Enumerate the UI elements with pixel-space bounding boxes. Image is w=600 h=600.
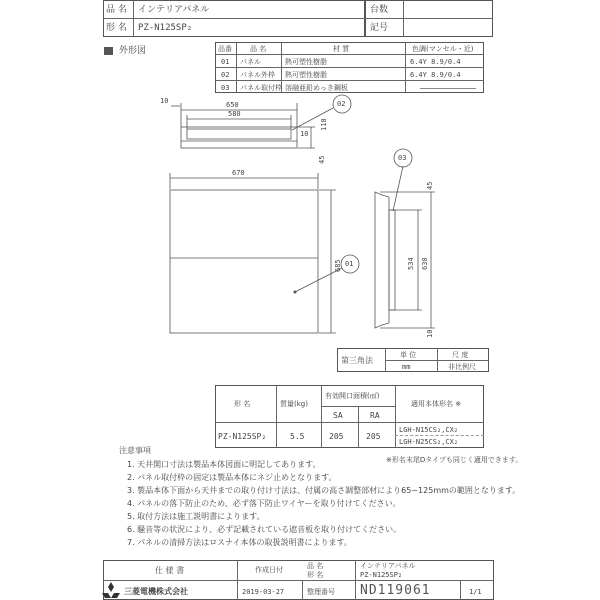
footer-model-label: 形 名 [307, 571, 324, 579]
parts-row-no: 03 [221, 84, 230, 92]
dim-side-534: 534 [407, 257, 415, 270]
footer-model-value: PZ-N125SP₂ [360, 571, 403, 579]
footer-name-label: 品 名 [307, 562, 324, 570]
dim-side-45: 45 [426, 181, 434, 190]
parts-header-material: 材 質 [333, 45, 350, 53]
note-item: 5. 取付方法は施工説明書によります。 [127, 512, 265, 521]
parts-row-material: 熱可塑性樹脂 [285, 58, 327, 66]
footer-company: 三菱電機株式会社 [124, 587, 188, 596]
parts-row-no: 02 [221, 71, 230, 79]
header-model-label: 形 名 [106, 23, 127, 33]
notes-title: 注意事項 [119, 446, 151, 455]
footer-page: 1/1 [469, 588, 482, 596]
note-item: 1. 天井開口寸法は製品本体図面に明記してあります。 [127, 460, 321, 469]
callout-01: 01 [345, 260, 354, 268]
header-model-value: PZ-N125SP₂ [138, 23, 193, 33]
dim-top-10-right: 10 [300, 130, 309, 138]
header-sign-label: 記号 [370, 23, 389, 33]
callout-02: 02 [337, 100, 346, 108]
scale-value: 非比例尺 [448, 363, 476, 371]
note-item: 4. パネルの落下防止のため、必ず落下防止ワイヤーを取り付けてください。 [127, 499, 401, 508]
parts-header-no: 品番 [218, 45, 232, 53]
note-item: 6. 騒音等の状況により、必ず記載されている遮音板を取り付けてください。 [127, 525, 402, 534]
parts-row-material: 溶融亜鉛めっき鋼板 [285, 84, 348, 92]
spec-col-area: 有効開口面積(㎠) [325, 392, 380, 400]
dim-side-10: 10 [426, 329, 434, 338]
parts-row-name: パネル [240, 58, 261, 66]
dim-top-10: 10 [160, 97, 169, 105]
spec-unit-2: LGH-N25CS₂,CX₂ [399, 438, 459, 446]
parts-row-name: パネル外枠 [240, 71, 275, 79]
footer-date-label: 作成日付 [255, 566, 283, 574]
header-name-value: インテリアパネル [138, 5, 210, 15]
dim-top-650: 650 [226, 101, 239, 109]
dim-top-580: 580 [228, 110, 241, 118]
unit-label: 単 位 [400, 351, 417, 359]
footer-num-label: 整理番号 [307, 588, 335, 596]
dim-top-110: 110 [320, 118, 328, 131]
spec-col-model: 形 名 [234, 400, 251, 408]
spec-col-mass: 質量(kg) [280, 400, 308, 408]
dim-front-685: 685 [334, 259, 342, 272]
parts-row-name: パネル取付枠 [240, 84, 282, 92]
spec-col-sa: SA [333, 411, 343, 420]
parts-row-no: 01 [221, 58, 230, 66]
parts-header-color: 色調(マンセル・近) [412, 45, 474, 53]
scale-label: 尺 度 [452, 351, 469, 359]
dim-front-670: 670 [232, 169, 245, 177]
callout-03: 03 [398, 154, 407, 162]
spec-col-units: 適用本体形名 ※ [411, 400, 462, 408]
parts-row-material: 熱可塑性樹脂 [285, 71, 327, 79]
header-name-label: 品 名 [106, 5, 127, 15]
footer-doc-number: ND119061 [360, 583, 431, 598]
parts-row-color: 6.4Y 8.9/0.4 [410, 58, 461, 66]
header-qty-label: 台数 [370, 5, 389, 15]
spec-unit-1: LGH-N15CS₂,CX₂ [399, 426, 459, 434]
dim-side-630: 630 [421, 257, 429, 270]
note-item: 2. パネル取付枠の固定は製品本体にネジ止めとなります。 [127, 473, 337, 482]
spec-ra: 205 [366, 432, 381, 441]
footer-name-value: インテリアパネル [360, 562, 416, 570]
spec-mass: 5.5 [290, 432, 305, 441]
spec-footnote: ※形名末尾Dタイプも同じく適用できます。 [386, 456, 523, 464]
spec-sa: 205 [329, 432, 344, 441]
footer-date: 2019-03-27 [242, 588, 285, 596]
parts-row-color: 6.4Y 8.9/0.4 [410, 71, 461, 79]
note-item: 3. 製品本体下面から天井までの取り付け寸法は、付属の高さ調整部材により65~125mmの範囲となります。 [127, 486, 521, 495]
unit-value: mm [402, 363, 411, 371]
footer-doc-type: 仕 様 書 [155, 566, 185, 575]
projection-label: 第三角法 [341, 356, 373, 365]
parts-header-name: 品 名 [250, 45, 267, 53]
dim-front-45: 45 [318, 155, 326, 164]
spec-col-ra: RA [370, 411, 380, 420]
section-title: 外形図 [119, 46, 147, 56]
spec-model: PZ-N125SP₂ [218, 432, 267, 441]
note-item: 7. パネルの清掃方法はロスナイ本体の取扱説明書によります。 [127, 538, 352, 547]
